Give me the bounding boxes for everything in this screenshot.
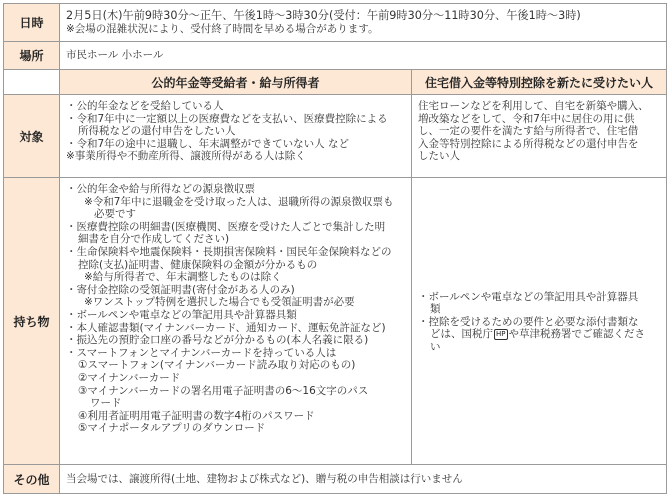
- items-left-line: ・振込先の預貯金口座の番号などが分かるもの(本人名義に限る): [66, 334, 369, 347]
- items-right-line: 類: [430, 303, 441, 316]
- items-left-line: ②マイナンバーカード: [78, 371, 181, 384]
- other-label: その他: [4, 465, 60, 494]
- column-header-row: [4, 70, 667, 95]
- target-right-line: 入金等特別控除による所得税などの還付申告を: [418, 137, 639, 150]
- place-row: [4, 42, 667, 70]
- other-row: [4, 465, 667, 494]
- target-left-line: ※事業所得や不動産所得、譲渡所得がある人は除く: [66, 150, 306, 163]
- column-header-left: 公的年金等受給者・給与所得者: [60, 70, 412, 95]
- items-left-line: ・ボールペンや電卓などの筆記用具や計算器具類: [66, 308, 297, 321]
- target-right: [412, 95, 667, 178]
- items-left-line: ③マイナンバーカードの署名用電子証明書の6～16文字のパス: [78, 384, 369, 397]
- items-left-line: ・医療費控除の明細書(医療機関、医療を受けた人ごとで集計した明: [66, 220, 386, 233]
- column-header-right: 住宅借入金等特別控除を新たに受けたい人: [412, 70, 667, 95]
- target-left-line: 所得税などの還付申告をしたい人: [78, 125, 236, 138]
- target-right-line: 増改築などをして、令和7年中に居住の用に供: [418, 112, 635, 125]
- items-right-line: ・ボールペンや電卓などの筆記用具や計算器具: [418, 290, 639, 303]
- target-label: 対象: [4, 95, 60, 178]
- blank-header-cell: [4, 70, 60, 95]
- items-right: [412, 178, 667, 465]
- tax-consultation-table: [3, 3, 667, 494]
- items-left-line: ・寄付金控除の受領証明書(寄付金がある人のみ): [66, 283, 295, 296]
- date-label: 日時: [4, 4, 60, 42]
- target-left-line: ・公的年金などを受給している人: [66, 100, 224, 112]
- target-right-line: したい人: [418, 150, 460, 163]
- items-right-line: ・控除を受けるための要件と必要な添付書類な: [418, 315, 639, 328]
- items-left-line: ・生命保険料や地震保険料・長期損害保険料・国民年金保険料などの: [66, 245, 392, 258]
- items-left-line: ※令和7年中に退職金を受け取った人は、退職所得の源泉徴収票も: [84, 195, 394, 208]
- items-left-line: ・本人確認書類(マイナンバーカード、通知カード、運転免許証など): [66, 321, 386, 334]
- items-right-text: どは、国税庁: [430, 328, 493, 341]
- date-row: [4, 4, 667, 42]
- hp-icon[interactable]: HP: [496, 330, 506, 339]
- target-left: [60, 95, 412, 178]
- date-line2: ※会場の混雑状況により、受付終了時間を早める場合があります。: [66, 22, 379, 35]
- place-value: 市民ホール 小ホール: [60, 42, 667, 70]
- target-row: [4, 95, 667, 178]
- items-left-line: 必要です: [94, 208, 136, 221]
- items-right-line: い: [430, 340, 441, 353]
- items-left-line: ・スマートフォンとマイナンバーカードを持っている人は: [66, 346, 337, 359]
- items-left-line: 細書を自分で作成してください): [78, 233, 230, 246]
- items-right-text: や草津税務署でご確認くださ: [508, 328, 645, 341]
- items-left-line: ・公的年金や給与所得などの源泉徴収票: [66, 183, 255, 195]
- items-left: [60, 178, 412, 465]
- target-left-line: ・令和7年中に一定額以上の医療費などを支払い、医療費控除による: [66, 112, 388, 125]
- items-row: [4, 178, 667, 465]
- target-right-line: 住宅ローンなどを利用して、自宅を新築や購入、: [418, 100, 649, 112]
- date-line1: 2月5日(木)午前9時30分～正午、午後1時～3時30分(受付：午前9時30分～11時30分、午後1時～3時): [66, 9, 581, 22]
- items-left-line: ワード: [90, 397, 122, 410]
- items-left-line: ④利用者証明用電子証明書の数字4桁のパスワード: [78, 409, 315, 422]
- target-right-line: し、一定の要件を満たす給与所得者で、住宅借: [418, 125, 639, 138]
- items-label: 持ち物: [4, 178, 60, 465]
- date-value: [60, 4, 667, 42]
- items-left-line: ※ワンストップ特例を選択した場合でも受領証明書が必要: [84, 296, 355, 309]
- other-value: 当会場では、譲渡所得(土地、建物および株式など)、贈与税の申告相談は行いません: [60, 465, 667, 494]
- items-left-line: ⑤マイナポータルアプリのダウンロード: [78, 422, 266, 435]
- items-left-line: ①スマートフォン(マイナンバーカード読み取り対応のもの): [78, 359, 356, 372]
- items-right-line: [418, 328, 659, 341]
- target-left-line: ・令和7年の途中に退職し、年末調整ができていない人 など: [66, 137, 350, 150]
- items-left-line: ※給与所得者で、年末調整したものは除く: [84, 271, 282, 284]
- place-label: 場所: [4, 42, 60, 70]
- items-left-line: 控除(支払)証明書、健康保険料の金額が分かるもの: [78, 258, 318, 271]
